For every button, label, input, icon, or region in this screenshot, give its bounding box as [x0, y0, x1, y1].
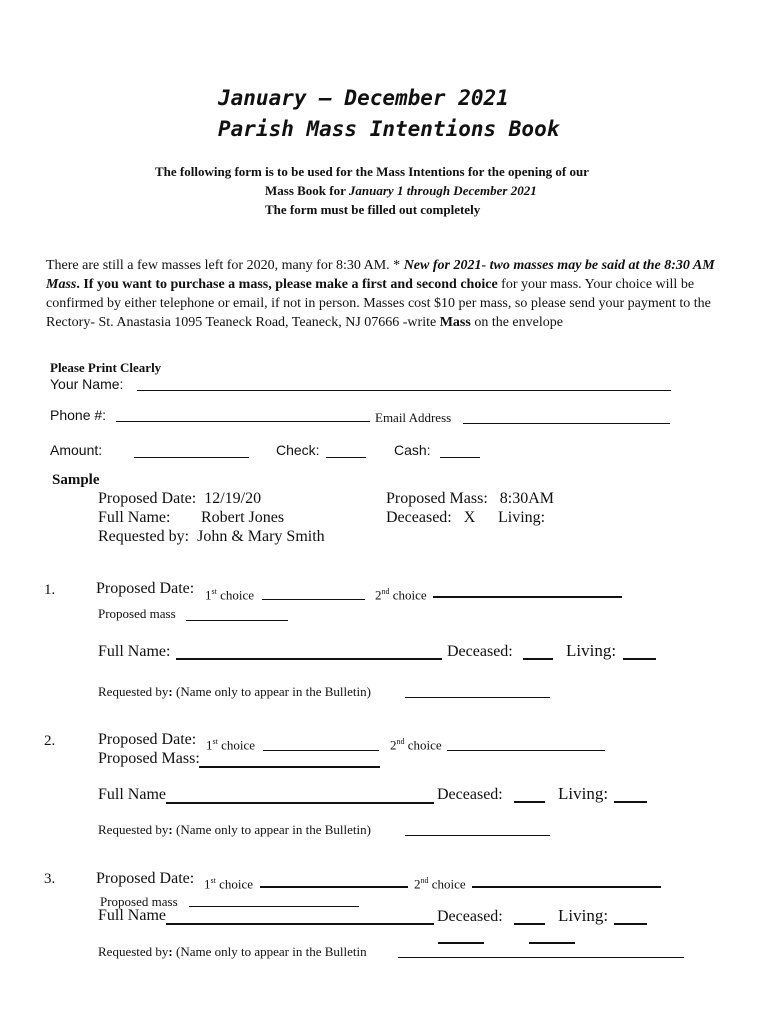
print-clearly-label: Please Print Clearly	[50, 360, 162, 375]
entry-3-living-label: Living:	[558, 906, 609, 925]
entry-2-deceased-field[interactable]	[514, 801, 545, 803]
entry-3-first-choice-field[interactable]	[260, 886, 408, 888]
entry-1-proposed-mass-field[interactable]	[186, 620, 288, 621]
entry-1-second-choice-label: 2nd choice	[375, 587, 427, 603]
entry-3-deceased-extra-field[interactable]	[438, 942, 484, 944]
entry-2-first-choice-field[interactable]	[263, 750, 379, 751]
sample-proposed-mass: Proposed Mass: 8:30AM	[386, 490, 555, 507]
entry-3-full-name-label: Full Name	[98, 907, 166, 924]
entry-1-full-name-field[interactable]	[176, 658, 442, 660]
entry-3-proposed-date-label: Proposed Date:	[96, 870, 195, 887]
sample-proposed-date: Proposed Date: 12/19/20	[98, 490, 262, 507]
entry-3-first-choice-label: 1st choice	[204, 876, 254, 892]
sample-living: Living:	[498, 509, 546, 526]
entry-1-deceased-label: Deceased:	[447, 643, 513, 660]
entry-3-proposed-mass-field[interactable]	[189, 906, 359, 907]
sample-deceased: Deceased: X	[386, 509, 476, 526]
entry-1-deceased-field[interactable]	[523, 658, 553, 660]
your-name-field[interactable]	[137, 390, 671, 391]
sample-heading: Sample	[52, 472, 100, 488]
sample-full-name-label: Full Name:	[98, 509, 171, 526]
entry-1-proposed-mass-label: Proposed mass	[98, 606, 176, 621]
entry-2-proposed-mass-label: Proposed Mass:	[98, 750, 200, 767]
entry-2-number: 2.	[44, 733, 56, 749]
entry-1-requested-by-label: Requested by: (Name only to appear in the Bulletin)	[98, 684, 371, 699]
cash-label: Cash:	[394, 442, 431, 458]
phone-field[interactable]	[116, 421, 370, 422]
entry-1-requested-by-field[interactable]	[405, 697, 550, 698]
entry-2-full-name-field[interactable]	[166, 802, 434, 804]
phone-label: Phone #:	[50, 407, 107, 423]
entry-3-deceased-field[interactable]	[514, 923, 545, 925]
intro-line-1: The following form is to be used for the Mass Intentions for the opening of our	[155, 164, 589, 179]
entry-2-proposed-mass-field[interactable]	[199, 766, 380, 768]
entry-1-first-choice-field[interactable]	[262, 599, 365, 600]
entry-3-deceased-label: Deceased:	[437, 908, 503, 925]
entry-1-full-name-label: Full Name:	[98, 643, 171, 660]
entry-3-second-choice-field[interactable]	[472, 886, 661, 888]
instructions-paragraph: There are still a few masses left for 2020, many for 8:30 AM. * New for 2021- two masses may be said at the 8:30 AM Mass. If you want to purchase a mass, please make a first and second choice for your mass. Your choice will be confirmed by either telephone or email, if not in person. Masses cost $10 per mass, so please send your payment to the Rectory- St. Anastasia 1095 Teaneck Road, Teaneck, NJ 07666 -write Mass on the envelope	[46, 258, 715, 330]
entry-3-proposed-mass-label: Proposed mass	[100, 894, 178, 909]
entry-2-requested-by-label: Requested by: (Name only to appear in the Bulletin)	[98, 822, 371, 837]
sample-full-name-value: Robert Jones	[201, 509, 285, 526]
entry-1-number: 1.	[44, 582, 56, 598]
entry-3-full-name-field[interactable]	[166, 923, 434, 925]
entry-2-proposed-date-label: Proposed Date:	[98, 731, 197, 748]
entry-2-requested-by-field[interactable]	[405, 835, 550, 836]
entry-3-number: 3.	[44, 871, 56, 887]
entry-3-requested-by-label: Requested by: (Name only to appear in the Bulletin	[98, 944, 367, 959]
amount-label: Amount:	[50, 442, 103, 458]
entry-2-full-name-label: Full Name	[98, 786, 166, 803]
entry-3-living-field[interactable]	[614, 923, 647, 925]
entry-2-first-choice-label: 1st choice	[206, 737, 256, 753]
entry-1-second-choice-field[interactable]	[433, 596, 622, 598]
entry-3-requested-by-field[interactable]	[398, 957, 684, 958]
entry-2-living-label: Living:	[558, 784, 609, 803]
check-label: Check:	[276, 442, 320, 458]
intro-line-2: Mass Book for January 1 through December 2021	[265, 183, 537, 198]
title-line-2: Parish Mass Intentions Book	[218, 117, 560, 141]
check-field[interactable]	[326, 457, 366, 458]
entry-3-second-choice-label: 2nd choice	[414, 876, 466, 892]
intro-line-3: The form must be filled out completely	[265, 202, 481, 217]
entry-1-living-label: Living:	[566, 641, 617, 660]
entry-1-first-choice-label: 1st choice	[205, 587, 255, 603]
amount-field[interactable]	[134, 457, 249, 458]
entry-3-living-extra-field[interactable]	[529, 942, 575, 944]
title-line-1: January – December 2021	[218, 86, 509, 110]
entry-2-living-field[interactable]	[614, 801, 647, 803]
entry-1-proposed-date-label: Proposed Date:	[96, 580, 195, 597]
entry-2-second-choice-field[interactable]	[447, 750, 605, 751]
email-label: Email Address	[375, 410, 452, 425]
entry-2-deceased-label: Deceased:	[437, 786, 503, 803]
cash-field[interactable]	[440, 457, 480, 458]
email-field[interactable]	[463, 423, 670, 424]
entry-1-living-field[interactable]	[623, 658, 656, 660]
entry-2-second-choice-label: 2nd choice	[390, 737, 442, 753]
your-name-label: Your Name:	[50, 376, 124, 392]
sample-requested-by: Requested by: John & Mary Smith	[98, 528, 325, 545]
